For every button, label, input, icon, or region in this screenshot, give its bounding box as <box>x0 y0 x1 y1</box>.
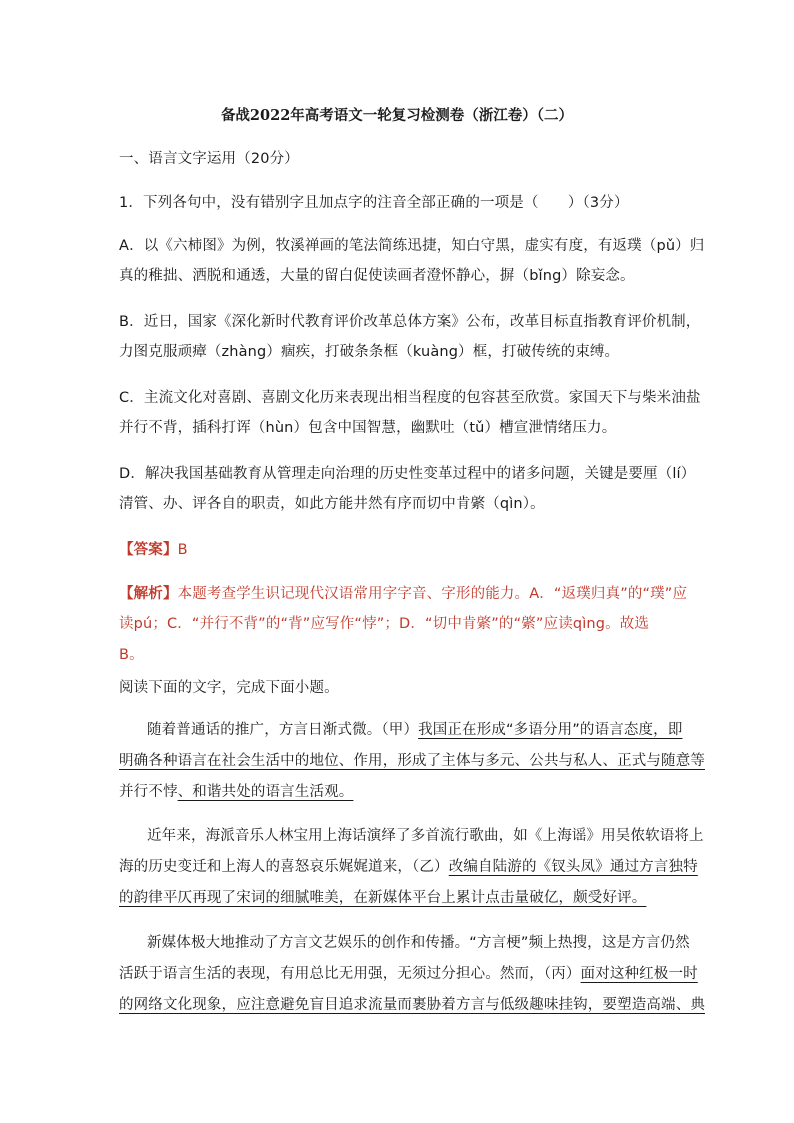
passage-para-2-line-1: 近年来，海派音乐人林宝用上海话演绎了多首流行歌曲，如《上海谣》用吴侬软语将上 <box>147 828 704 844</box>
para2-underlined-b: 改编自陆游的《钗头凤》通过方言独特 <box>448 859 698 875</box>
para3-text: 活跃于语言生活的表现，有用总比无用强，无须过分担心。然而，（丙） <box>119 966 581 982</box>
option-a-line-1: A．以《六柿图》为例，牧溪禅画的笔法简练迅捷，知白守黑，虚实有度，有返璞（pǔ）归 <box>119 238 705 254</box>
para1-text: 随着普通话的推广，方言日渐式微。（甲） <box>147 722 419 738</box>
passage-para-3-line-1: 新媒体极大地推动了方言文艺娱乐的创作和传播。“方言梗”频上热搜，这是方言仍然 <box>147 935 690 951</box>
option-c-line-1: C．主流文化对喜剧、喜剧文化历来表现出相当程度的包容甚至欣赏。家国天下与柴米油盐 <box>119 390 701 406</box>
answer-label: 【答案】 <box>119 542 178 558</box>
option-c-line-2: 并行不背，插科打诨（hùn）包含中国智慧，幽默吐（tǔ）槽宣泄情绪压力。 <box>119 420 617 436</box>
para1-underlined-a: 我国正在形成“多语分用”的语言态度，即 <box>418 722 683 738</box>
option-d-line-2: 清管、办、评各自的职责，如此方能井然有序而切中肯綮（qìn）。 <box>119 496 545 512</box>
reading-instruction: 阅读下面的文字，完成下面小题。 <box>119 680 339 696</box>
passage-para-1-line-2: 明确各种语言在社会生活中的地位、作用，形成了主体与多元、公共与私人、正式与随意等 <box>119 753 705 769</box>
para3-underlined-c: 面对这种红极一时 <box>580 966 698 982</box>
passage-para-3-line-2 <box>119 964 698 984</box>
analysis-text: 本题考查学生识记现代汉语常用字字音、字形的能力。A．“返璞归真”的“璞”应 <box>177 586 688 602</box>
option-b-line-1: B．近日，国家《深化新时代教育评价改革总体方案》公布，改革目标直指教育评价机制， <box>119 314 701 330</box>
question-stem: 1．下列各句中，没有错别字且加点字的注音全部正确的一项是（ ）（3分） <box>119 195 629 211</box>
option-b-line-2: 力图克服顽瘴（zhàng）痼疾，打破条条框（kuàng）框，打破传统的束缚。 <box>119 344 620 360</box>
analysis-line-3: B。 <box>119 647 144 663</box>
analysis-line-2: 读pú；C．“并行不背”的“背”应写作“悖”；D．“切中肯綮”的“綮”应读qìng。故选 <box>119 616 650 632</box>
analysis-line-1 <box>119 584 687 604</box>
answer-line <box>119 540 188 560</box>
option-a-line-2: 真的稚拙、洒脱和通透，大量的留白促使读画者澄怀静心，摒（bǐng）除妄念。 <box>119 268 635 284</box>
para2-text: 海的历史变迁和上海人的喜怒哀乐娓娓道来，（乙） <box>119 859 449 875</box>
section-heading: 一、语言文字运用（20分） <box>119 151 299 167</box>
option-d-line-1: D．解决我国基础教育从管理走向治理的历史性变革过程中的诸多问题，关键是要厘（lí） <box>119 466 696 482</box>
passage-para-2-line-3: 的韵律平仄再现了宋词的细腻唯美，在新媒体平台上累计点击量破亿，颇受好评。 <box>119 890 647 906</box>
passage-para-2-line-2 <box>119 857 698 877</box>
para1-text-tail: 并行不悖 <box>119 784 178 800</box>
analysis-label: 【解析】 <box>119 586 178 602</box>
para1-underlined-tail: 、和谐共处的语言生活观。 <box>177 784 354 800</box>
passage-para-1-line-1 <box>147 720 682 740</box>
passage-para-1-line-3 <box>119 782 353 802</box>
page-title: 备战2022年高考语文一轮复习检测卷（浙江卷）（二） <box>220 107 574 124</box>
passage-para-3-line-3: 的网络文化现象，应注意避免盲目追求流量而裹胁着方言与低级趣味挂钩，要塑造高端、典 <box>119 997 705 1013</box>
answer-value: B <box>177 542 188 558</box>
